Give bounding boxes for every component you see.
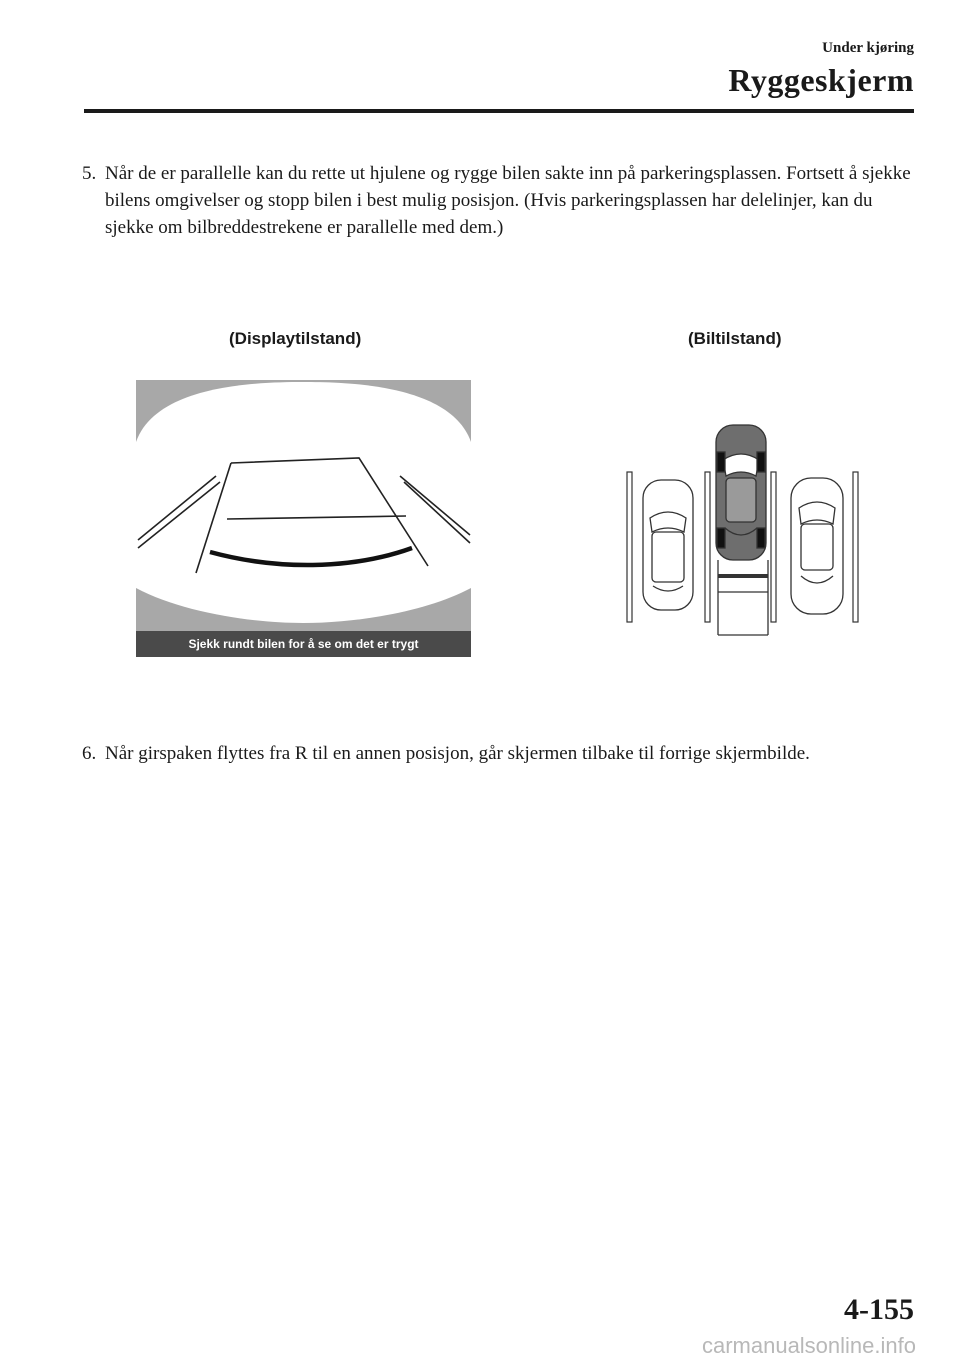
camera-view-area	[136, 382, 471, 623]
header-rule	[84, 109, 914, 113]
reversing-car	[716, 425, 766, 560]
car-caption: (Biltilstand)	[688, 329, 782, 348]
watermark-link[interactable]: carmanualsonline.info	[701, 1333, 916, 1358]
page-number: 4-155	[844, 1293, 914, 1326]
parking-diagram	[615, 420, 865, 642]
step-number: 6.	[82, 743, 97, 764]
parking-space-target	[718, 560, 768, 635]
step-text: Når de er parallelle kan du rette ut hjulene og rygge bilen sakte inn på parkeringsplassen. Fortsett å sjekke bilens omgivelser og stopp bilen i best mulig posisjon. (Hvis parkeringsplassen har delelinjer, kan du sjekke om bilbreddestrekene er parallelle med dem.)	[105, 163, 911, 238]
parked-car-left	[643, 480, 693, 610]
warning-message: Sjekk rundt bilen for å se om det er trygt	[188, 637, 419, 651]
page-title: Ryggeskjerm	[728, 62, 914, 98]
parked-car-right	[791, 478, 843, 614]
display-caption: (Displaytilstand)	[229, 329, 362, 348]
step-6	[82, 740, 914, 767]
step-text: Når girspaken flyttes fra R til en annen posisjon, går skjermen tilbake til forrige skjermbilde.	[105, 743, 810, 764]
section-label: Under kjøring	[822, 40, 914, 56]
step-number: 5.	[82, 163, 97, 184]
step-5	[82, 160, 914, 241]
rear-camera-display	[136, 380, 471, 657]
